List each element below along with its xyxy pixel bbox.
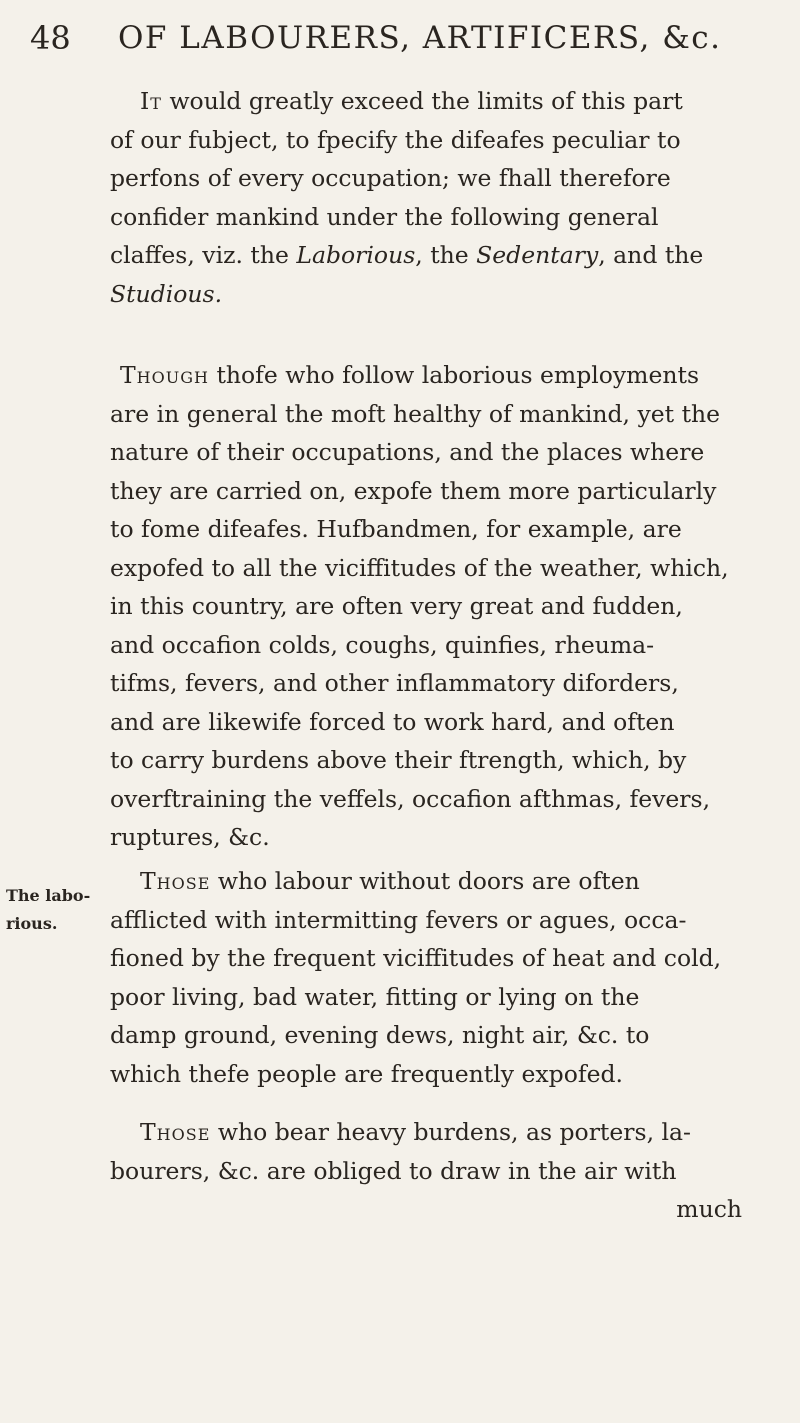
text-line: ruptures, &c. [110,823,270,851]
text-line: are in general the moft healthy of mankind, yet the [110,399,721,428]
text-line: overftraining the veffels, occafion afthmas, fevers, [110,784,711,813]
text-line: confider mankind under the following general [110,202,659,231]
text-line: nature of their occupations, and the places where [110,438,705,466]
text-line: damp ground, evening dews, night air, &c. to [110,1021,650,1049]
text-line [110,1113,790,1152]
running-head: OF LABOURERS, ARTIFICERS, &c. [118,20,722,56]
paragraph-1 [110,82,790,313]
text-line: in this country, are often very great and fudden, [110,592,683,620]
paragraph-lead: Those [140,1118,211,1146]
text-line: to fome difeafes. Hufbandmen, for example, are [110,515,682,543]
text-line [110,356,790,395]
text-line: which thefe people are frequently expofed. [110,1059,623,1088]
margin-note-line: The labo- [6,886,91,905]
margin-note [6,882,96,938]
text-run: claffes, viz. the [110,241,297,269]
text-line: of our fubject, to fpecify the difeafes peculiar to [110,125,681,154]
paragraph-lead: It [140,87,162,115]
paragraph-4 [110,1113,790,1229]
text-run: , and the [598,241,704,269]
text-run: who bear heavy burdens, as porters, la- [210,1118,691,1146]
paragraph-2 [110,356,790,857]
text-line: bourers, &c. are obliged to draw in the air with [110,1156,677,1185]
page-number: 48 [30,19,71,57]
text-line: to carry burdens above their ftrength, which, by [110,746,687,774]
text-line: and are likewife forced to work hard, and often [110,707,675,736]
paragraph-lead: Those [140,867,211,895]
margin-note-line: rious. [6,914,58,933]
text-line: tifms, fevers, and other inflammatory diforders, [110,669,679,697]
text-line: fioned by the frequent viciffitudes of heat and cold, [110,944,722,972]
text-line: poor living, bad water, fitting or lying on the [110,982,640,1011]
italic-term: Laborious [296,241,416,269]
paragraph-lead: Though [120,361,209,389]
text-line: they are carried on, expofe them more particularly [110,476,717,505]
text-line [110,236,790,275]
text-line [110,275,790,314]
text-line [110,82,790,121]
text-run: thofe who follow laborious employments [208,361,700,389]
italic-term: Sedentary [476,241,599,269]
text-line [110,862,790,901]
text-line: and occafion colds, coughs, quinfies, rheuma- [110,630,655,659]
page-header [30,8,770,68]
text-run: who labour without doors are often [210,867,640,895]
paragraph-3 [110,862,790,1093]
italic-term: Studious. [110,279,223,308]
text-line: expofed to all the viciffitudes of the weather, which, [110,553,729,582]
catchword: much [676,1195,742,1223]
text-line: afflicted with intermitting fevers or agues, occa- [110,905,687,934]
text-line: perfons of every occupation; we fhall therefore [110,164,671,192]
text-run: would greatly exceed the limits of this part [161,87,683,115]
text-run: , the [415,241,477,269]
